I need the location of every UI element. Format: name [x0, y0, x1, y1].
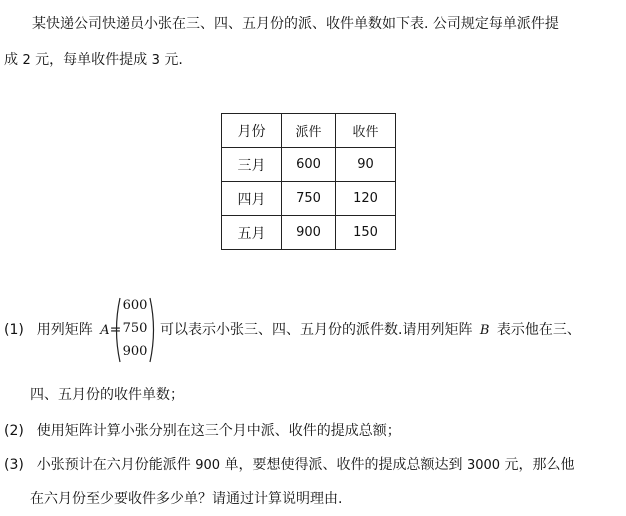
- q2-text: 使用矩阵计算小张分别在这三个月中派、收件的提成总额；: [36, 423, 401, 439]
- table-cell: 四月: [222, 182, 282, 216]
- table-cell: 750: [282, 182, 336, 216]
- table-cell: 90: [336, 148, 396, 182]
- table-header-cell: 派件: [282, 114, 336, 148]
- q3-line-2: 在六月份至少要收件多少单？请通过计算说明理由.: [30, 491, 343, 507]
- q2-number: (2): [4, 423, 24, 439]
- table-row: [222, 182, 396, 216]
- intro-line-2: [4, 50, 183, 71]
- table-cell: 600: [282, 148, 336, 182]
- table-header-cell: 月份: [222, 114, 282, 148]
- q3-value: 3000: [466, 458, 501, 473]
- matrix-entry: 600: [122, 298, 148, 313]
- matrix-b-symbol: B: [479, 323, 490, 338]
- q1-line-2: 四、五月份的收件单数；: [30, 387, 184, 403]
- q1-text: 表示他在三、: [496, 322, 581, 338]
- q1-number: (1): [4, 322, 24, 338]
- data-table: [221, 113, 396, 250]
- matrix-entry: 900: [122, 344, 148, 359]
- intro-text: 元.: [159, 52, 183, 68]
- table-cell: 900: [282, 216, 336, 250]
- intro-value: 2: [22, 53, 31, 68]
- intro-value: 3: [151, 53, 160, 68]
- q1-line-1-cont: [160, 320, 581, 341]
- table-cell: 150: [336, 216, 396, 250]
- q3-line-1: [4, 455, 574, 476]
- q1-line-1: [4, 320, 121, 341]
- column-matrix-a: [113, 296, 157, 364]
- q2-line: [4, 421, 401, 441]
- q1-text: 可以表示小张三、四、五月份的派件数.请用列矩阵: [160, 322, 473, 338]
- q3-text: 小张预计在六月份能派件: [36, 457, 196, 473]
- q3-text: 元，那么他: [500, 457, 575, 473]
- intro-text: 元，每单收件提成: [30, 52, 152, 68]
- table-row: [222, 216, 396, 250]
- intro-text: 成: [4, 52, 23, 68]
- q3-text: 单，要想使得派、收件的提成总额达到: [220, 457, 467, 473]
- table-header-row: [222, 114, 396, 148]
- table-cell: 五月: [222, 216, 282, 250]
- matrix-entry: 750: [122, 321, 148, 336]
- q3-number: (3): [4, 457, 24, 473]
- matrix-a-symbol: A: [100, 323, 110, 338]
- table-row: [222, 148, 396, 182]
- table-cell: 三月: [222, 148, 282, 182]
- q3-value: 900: [195, 458, 221, 473]
- equals-sign: =: [109, 322, 122, 338]
- table-cell: 120: [336, 182, 396, 216]
- table-header-cell: 收件: [336, 114, 396, 148]
- intro-line-1: 某快递公司快递员小张在三、四、五月份的派、收件单数如下表. 公司规定每单派件提: [32, 16, 559, 32]
- q1-text: 用列矩阵: [36, 322, 93, 338]
